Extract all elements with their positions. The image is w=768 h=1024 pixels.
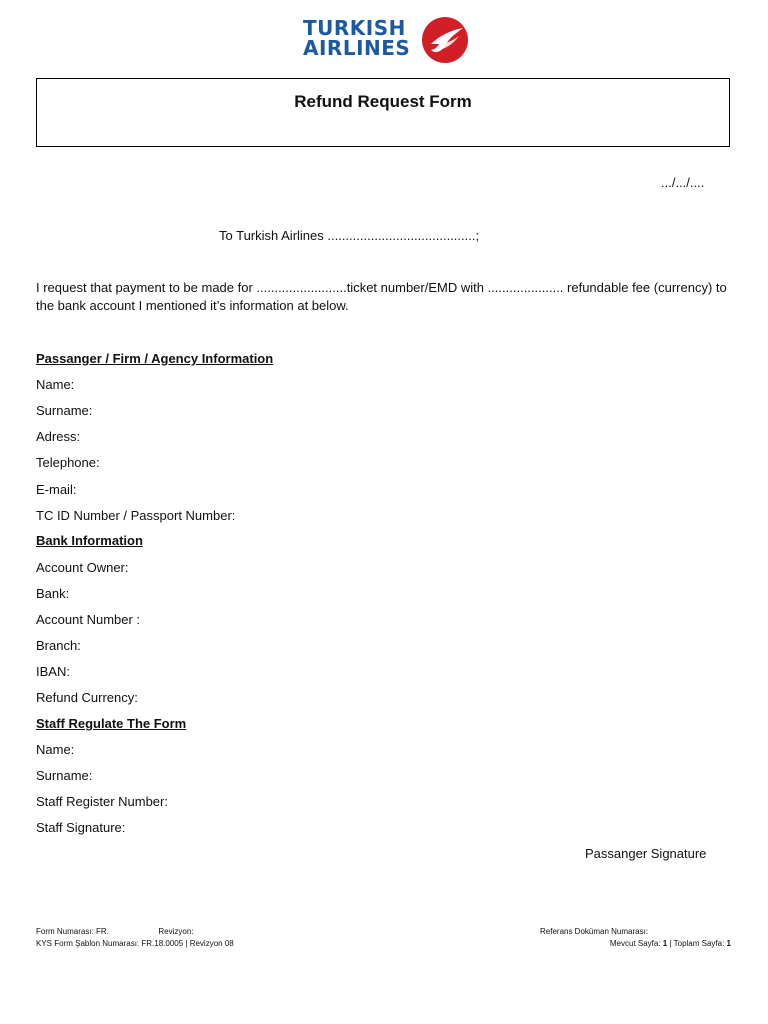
footer-current-page-label: Mevcut Sayfa: [609, 939, 663, 948]
field-label-account-number: Account Number : [36, 612, 141, 627]
section-title-bank: Bank Information [36, 533, 143, 548]
field-label-staff-signature: Staff Signature: [36, 820, 126, 835]
footer-form-number: Form Numarası: FR. [36, 927, 109, 936]
field-label-account-owner: Account Owner: [36, 560, 129, 575]
field-label-email: E-mail: [36, 482, 77, 497]
footer-template-number: KYS Form Şablon Numarası: FR.18.0005 | Revizyon 08 [36, 939, 234, 948]
request-paragraph: I request that payment to be made for .........................ticket number/EMD with ..................... refundable fee (currency) to the bank account I mentioned it’s information at below. [36, 280, 727, 313]
logo-wordmark [303, 18, 410, 58]
field-label-branch: Branch: [36, 638, 81, 653]
field-label-address: Adress: [36, 429, 81, 444]
field-label-staff-surname: Surname: [36, 768, 93, 783]
footer-revision: Revizyon: [158, 927, 194, 936]
field-label-staff-name: Name: [36, 742, 75, 757]
form-title: Refund Request Form [294, 92, 472, 111]
footer-left [36, 926, 234, 950]
section-title-passenger: Passanger / Firm / Agency Information [36, 351, 274, 366]
logo-line-1: TURKISH [303, 16, 406, 40]
turkish-airlines-logo [303, 16, 473, 64]
field-label-surname: Surname: [36, 403, 93, 418]
field-label-telephone: Telephone: [36, 455, 100, 470]
field-label-bank: Bank: [36, 586, 70, 601]
footer-reference-doc: Referans Doküman Numarası: [540, 927, 649, 936]
footer-current-page: 1 [662, 939, 668, 948]
field-label-iban: IBAN: [36, 664, 70, 679]
footer-page-info [540, 938, 731, 950]
passenger-signature-label: Passanger Signature [585, 846, 707, 861]
footer-form-line [36, 926, 234, 938]
footer-right [540, 926, 731, 950]
section-title-staff: Staff Regulate The Form [36, 716, 187, 731]
logo-line-2: AIRLINES [303, 36, 411, 60]
field-label-id-passport: TC ID Number / Passport Number: [36, 508, 236, 523]
field-label-staff-register-number: Staff Register Number: [36, 794, 168, 809]
field-label-name: Name: [36, 377, 75, 392]
crane-logo-icon [421, 16, 469, 64]
footer-total-page-label: | Toplam Sayfa: [667, 939, 727, 948]
title-box [36, 78, 730, 147]
date-placeholder: .../.../.... [661, 175, 705, 190]
footer-total-page: 1 [726, 939, 731, 948]
addressee-line: To Turkish Airlines .........................................; [219, 228, 480, 243]
field-label-refund-currency: Refund Currency: [36, 690, 138, 705]
